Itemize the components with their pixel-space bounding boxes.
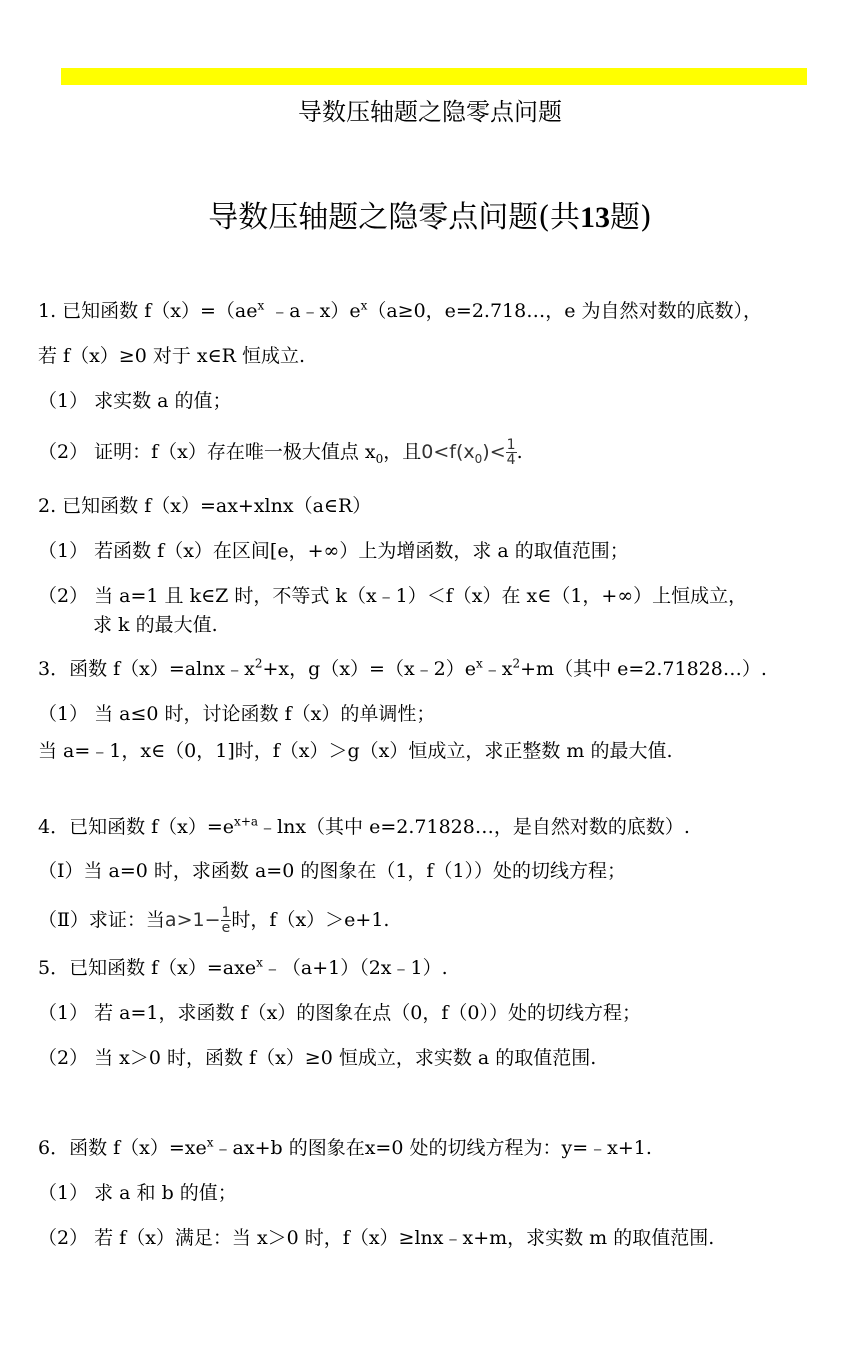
- problem-6-statement: 6．函数 $f(x)=xe^x﹣ax+b$ 的图象在x=0 处的切线方程为：y=﹣x+1.: [38, 1135, 652, 1159]
- problem-3-part-1: （1） 当 a≤0 时，讨论函数 f（x）的单调性；: [38, 703, 436, 725]
- problem-4-condition: a>1− $\frac{1}{e}$: [164, 905, 231, 936]
- problem-1-part-1: （1） 求实数 a 的值；: [38, 390, 232, 412]
- problem-1-statement: 1. 已知函数 $f(x)=(ae^x$ $﹣a﹣x)e^x(a\ge 0$，e=2.718…，e 为自然对数的底数），: [38, 298, 763, 322]
- yellow-header-bar: [61, 68, 807, 85]
- problem-2-part-1: （1） 若函数 f（x）在区间[e，+∞）上为增函数，求 a 的取值范围；: [38, 540, 629, 562]
- problem-1-inequality: $0<f(x_0)<$ $\frac{1}{4}$: [421, 437, 516, 468]
- problem-2-part-2-cont: 求 k 的最大值.: [93, 614, 218, 636]
- title-count: 13: [580, 201, 610, 234]
- problem-6-part-1: （1） 求 a 和 b 的值；: [38, 1182, 237, 1204]
- problem-4-part-1: （Ⅰ）当 a=0 时，求函数 a=0 的图象在（1，f（1））处的切线方程；: [38, 860, 627, 882]
- problem-4-part-2: （Ⅱ）求证：当a>1− $\frac{1}{e}$ 时，f（x）＞e+1.: [38, 905, 390, 936]
- problem-5-part-2: （2） 当 x＞0 时，函数 f（x）≥0 恒成立，求实数 a 的取值范围.: [38, 1047, 597, 1069]
- problem-3-part-2: 当 a=﹣1，x∈（0，1]时，f（x）＞g（x）恒成立，求正整数 m 的最大值.: [38, 740, 673, 762]
- problem-5-part-1: （1） 若 a=1，求函数 f（x）的图象在点（0，f（0））处的切线方程；: [38, 1002, 642, 1024]
- problem-3-statement: 3．函数 $f(x)=alnx﹣x^2+x$，$g(x)=(x﹣2)e^x﹣x^2+m$（其中 e=2.71828…）.: [38, 656, 767, 680]
- page-title: [0, 192, 860, 236]
- problem-6-part-2: （2） 若 f（x）满足：当 x＞0 时，f（x）≥lnx﹣x+m，求实数 m 的取值范围.: [38, 1227, 715, 1249]
- problem-2-part-2: （2） 当 a=1 且 k∈Z 时，不等式 k（x﹣1）＜f（x）在 x∈（1，+∞）上恒成立，: [38, 585, 748, 607]
- problem-4-statement: 4．已知函数 $f(x)=e^{x+a}﹣\ln x$（其中 e=2.71828…，是自然对数的底数）.: [38, 814, 690, 838]
- page-header: 导数压轴题之隐零点问题: [298, 98, 562, 126]
- title-end: 题): [610, 200, 652, 235]
- problem-1-condition: 若 f（x）≥0 对于 x∈R 恒成立.: [38, 345, 306, 367]
- problem-5-statement: 5．已知函数 f（x）=axe$^x$﹣（a+1）（2x﹣1）.: [38, 955, 448, 979]
- problem-1-part-2: （2） 证明：f（x）存在唯一极大值点 $x_0$，且$0<f(x_0)<$ $\frac{1}{4}$ .: [38, 437, 523, 468]
- problem-2-statement: 2. 已知函数 f（x）=ax+xlnx（a∈R）: [38, 495, 372, 517]
- title-main: 导数压轴题之隐零点问题(共: [208, 200, 580, 235]
